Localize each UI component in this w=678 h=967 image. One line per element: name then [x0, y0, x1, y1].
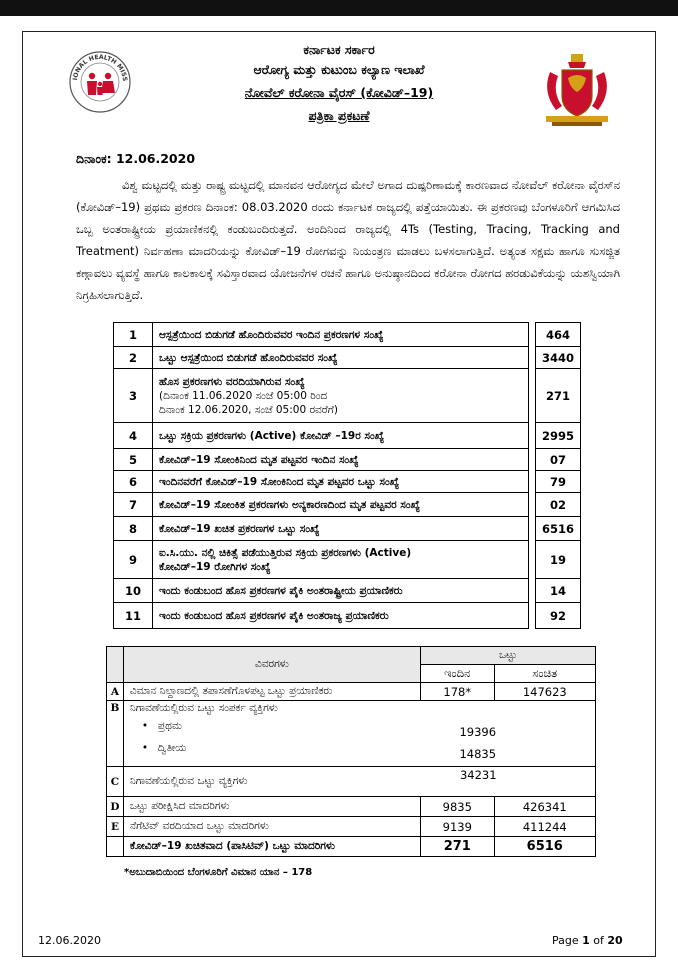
row-description: [153, 369, 529, 423]
row-description: ಇಂದು ಕಂಡುಬಂದ ಹೊಸ ಪ್ರಕರಣಗಳ ಪೈಕಿ ಅಂತರಾಷ್ಟ್ರೀಯ ಪ್ರಯಾಣಿಕರು: [153, 579, 529, 603]
table-row: [107, 701, 596, 767]
details-table: [106, 646, 596, 857]
table-row: [107, 683, 596, 701]
table-row: [107, 817, 596, 837]
row-description: ಕೋವಿಡ್–19 ಖಚಿತವಾದ (ಪಾಸಿಟಿವ್) ಒಟ್ಟು ಮಾದರಿಗಳು: [123, 837, 420, 857]
row-description: ಕೋವಿಡ್–19 ಖಚಿತ ಪ್ರಕರಣಗಳ ಒಟ್ಟು ಸಂಖ್ಯೆ: [153, 517, 529, 541]
header-row: [107, 647, 596, 665]
row-description: ನಿಗಾವಣೆಯಲ್ಲಿರುವ ಒಟ್ಟು ಸಂಪರ್ಕ ವ್ಯಕ್ತಿಗಳು: [129, 702, 278, 714]
row-description: ಇಂದಿನವರೆಗೆ ಕೋವಿಡ್–19 ಸೋಂಕಿನಿಂದ ಮೃತ ಪಟ್ಟವರ ಒಟ್ಟು ಸಂಖ್ಯೆ: [153, 471, 529, 493]
top-bar: [0, 0, 678, 16]
row-value: 6516: [536, 517, 581, 541]
row-value: 34231: [420, 767, 595, 797]
row-cumulative: 6516: [494, 837, 595, 857]
row-number: 6: [114, 471, 153, 493]
row-value: 79: [536, 471, 581, 493]
row-number: 3: [114, 369, 153, 423]
col-total-header: ಒಟ್ಟು: [420, 647, 595, 665]
primary-contacts-value: 19396: [459, 725, 497, 739]
row-number: 9: [114, 541, 153, 579]
row-description: ಕೋವಿಡ್–19 ಸೋಂಕಿನಿಂದ ಮೃತ ಪಟ್ಟವರ ಇಂದಿನ ಸಂಖ್ಯೆ: [153, 449, 529, 471]
row-number: 11: [114, 603, 153, 629]
row-description: ವಿಮಾನ ನಿಲ್ದಾಣದಲ್ಲಿ ತಪಾಸಣೆಗೊಳಪಟ್ಟ ಒಟ್ಟು ಪ್ರಯಾಣಿಕರು: [123, 683, 420, 701]
col-details-header: ವಿವರಗಳು: [123, 647, 420, 683]
table-row: [107, 767, 596, 797]
row-value: 02: [536, 493, 581, 517]
row-description: ಆಸ್ಪತ್ರೆಯಿಂದ ಬಿಡುಗಡೆ ಹೊಂದಿರುವವರ ಇಂದಿನ ಪ್ರಕರಣಗಳ ಸಂಖ್ಯೆ: [153, 323, 529, 347]
table-row: [114, 493, 581, 517]
table-row: [114, 449, 581, 471]
footnote: *ಅಬುದಾಬಿಯಿಂದ ಬೆಂಗಳೂರಿಗೆ ವಿಮಾನ ಯಾನ – 178: [124, 867, 313, 878]
row-description: ಕೋವಿಡ್–19 ಸೋಂಕಿತ ಪ್ರಕರಣಗಳು ಅನ್ಯಕಾರಣದಿಂದ ಮೃತ ಪಟ್ಟವರ ಸಂಖ್ಯೆ: [153, 493, 529, 517]
page-total: 20: [607, 934, 623, 947]
table-row: [107, 797, 596, 817]
footer-date: 12.06.2020: [38, 934, 101, 947]
row-letter: A: [107, 683, 124, 701]
summary-table: [113, 322, 581, 629]
row-value: 14: [536, 579, 581, 603]
row-description: [153, 541, 529, 579]
intro-paragraph: [76, 174, 620, 306]
nhm-logo: [68, 50, 132, 114]
row-value: 92: [536, 603, 581, 629]
row-letter: D: [107, 797, 124, 817]
header-virus-title: ನೋವೆಲ್ ಕರೋನಾ ವೈರಸ್ (ಕೋವಿಡ್–19): [244, 85, 434, 100]
row-number: 10: [114, 579, 153, 603]
row-description-sub: ದಿನಾಂಕ 12.06.2020, ಸಂಜೆ 05:00 ರವರೆಗೆ): [159, 403, 338, 416]
row-description-main: ಹೊಸ ಪ್ರಕರಣಗಳು ವರದಿಯಾಗಿರುವ ಸಂಖ್ಯೆ: [159, 375, 305, 388]
page-label: Page: [552, 934, 579, 947]
row-value: 464: [536, 323, 581, 347]
table-row: [114, 579, 581, 603]
row-letter: C: [107, 767, 124, 797]
header-department: ಆರೋಗ್ಯ ಮತ್ತು ಕುಟುಂಬ ಕಲ್ಯಾಣ ಇಲಾಖೆ: [253, 62, 425, 77]
row-cumulative: 426341: [494, 797, 595, 817]
footer-page-number: [552, 934, 623, 947]
col-today-header: ಇಂದಿನ: [420, 665, 494, 683]
row-today: 9139: [420, 817, 494, 837]
row-description: ಇಂದು ಕಂಡುಬಂದ ಹೊಸ ಪ್ರಕರಣಗಳ ಪೈಕಿ ಅಂತರಾಜ್ಯ ಪ್ರಯಾಣಿಕರು: [153, 603, 529, 629]
row-letter: B: [107, 701, 124, 767]
table-row: [114, 517, 581, 541]
row-description-sub: (ದಿನಾಂಕ 11.06.2020 ಸಂಜೆ 05:00 ರಿಂದ: [159, 389, 328, 402]
row-number: 7: [114, 493, 153, 517]
row-number: 1: [114, 323, 153, 347]
row-description-main: ಐ.ಸಿ.ಯು. ನಲ್ಲಿ ಚಿಕಿತ್ಸೆ ಪಡೆಯುತ್ತಿರುವ ಸಕ್ರಿಯ ಪ್ರಕರಣಗಳು (Active): [159, 546, 412, 559]
table-row: [107, 837, 596, 857]
secondary-contacts-value: 14835: [459, 747, 497, 761]
row-today: 9835: [420, 797, 494, 817]
header-press-release: ಪತ್ರಿಕಾ ಪ್ರಕಟಣೆ: [308, 108, 370, 123]
table-row: [114, 323, 581, 347]
row-value: 19: [536, 541, 581, 579]
col-cumulative-header: ಸಂಚಿತ: [494, 665, 595, 683]
row-today: 178*: [420, 683, 494, 701]
table-row: [114, 541, 581, 579]
row-number: 4: [114, 423, 153, 449]
table-row: [114, 471, 581, 493]
row-description-sub: ಕೋವಿಡ್–19 ರೋಗಿಗಳ ಸಂಖ್ಯೆ: [159, 560, 271, 573]
header-government: ಕರ್ನಾಟಕ ಸರ್ಕಾರ: [303, 42, 375, 57]
row-description: ನೆಗೆಟಿವ್ ವರದಿಯಾದ ಒಟ್ಟು ಮಾದರಿಗಳು: [123, 817, 420, 837]
table-row: [114, 423, 581, 449]
row-number: 5: [114, 449, 153, 471]
row-number: 2: [114, 347, 153, 369]
bullet-secondary: • ದ್ವಿತೀಯ: [130, 737, 415, 759]
page-of-label: of: [593, 934, 604, 947]
bullet-primary: • ಪ್ರಥಮ: [130, 715, 415, 737]
row-value: 271: [536, 369, 581, 423]
table-row: [114, 603, 581, 629]
family-icon: [87, 73, 115, 95]
intro-paragraph-text: ವಿಶ್ವ ಮಟ್ಟದಲ್ಲಿ ಮತ್ತು ರಾಷ್ಟ್ರ ಮಟ್ಟದಲ್ಲಿ ಮಾನವನ ಆರೋಗ್ಯದ ಮೇಲೆ ಅಗಾದ ದುಷ್ಪರಿಣಾಮಕ್ಕೆ ಕಾರಣವಾದ ನೋವೆಲ್ ಕರೋನಾ ವೈರಸ್‌ನ (ಕೋವಿಡ್–19) ಪ್ರಥಮ ಪ್ರಕರಣ ದಿನಾಂಕ: 08.03.2020 ರಂದು ಕರ್ನಾಟಕ ರಾಜ್ಯದಲ್ಲಿ ಪತ್ತೆಯಾಯಿತು. ಈ ಪ್ರಕರಣವು ಬೆಂಗಳೂರಿಗೆ ಆಗಮಿಸಿದ ಒಬ್ಬ ಅಂತರಾಷ್ಟ್ರೀಯ ಪ್ರಯಾಣಿಕನಲ್ಲಿ ಕಂಡುಬಂದಿರುತ್ತದೆ. ಅಂದಿನಿಂದ ರಾಜ್ಯದಲ್ಲಿ 4Ts (Testing, Tracing, Tracking and Treatment) ನಿರ್ವಹಣಾ ಮಾದರಿಯನ್ನು ಕೋವಿಡ್–19 ರೋಗವನ್ನು ನಿಯಂತ್ರಣ ಮಾಡಲು ಬಳಸಲಾಗುತ್ತಿದೆ. ಅತ್ಯಂತ ಸಕ್ಷಮ ಹಾಗೂ ಸುಸಜ್ಜಿತ ಕಣ್ಗಾವಲು ವ್ಯವಸ್ಥೆ ಹಾಗೂ ಕಾಲಕಾಲಕ್ಕೆ ಸವಿಸ್ತಾರವಾದ ಯೋಜನೆಗಳ ರಚನೆ ಹಾಗೂ ಅನುಷ್ಠಾನದಿಂದ ಕರೋನಾ ರೋಗದ ಹರಡುವಿಕೆಯನ್ನು ಯಶಸ್ವಿಯಾಗಿ ನಿಗ್ರಹಿಸಲಾಗುತ್ತಿದೆ.: [76, 178, 620, 302]
row-value: 07: [536, 449, 581, 471]
row-description: ಒಟ್ಟು ಆಸ್ಪತ್ರೆಯಿಂದ ಬಿಡುಗಡೆ ಹೊಂದಿರುವವರ ಸಂಖ್ಯೆ: [153, 347, 529, 369]
row-value: 2995: [536, 423, 581, 449]
row-today: 271: [420, 837, 494, 857]
row-number: 8: [114, 517, 153, 541]
svg-text:NATIONAL HEALTH MISSION: [68, 50, 128, 82]
table-row: [114, 369, 581, 423]
row-description: ಒಟ್ಟು ಸಕ್ರಿಯ ಪ್ರಕರಣಗಳು (Active) ಕೋವಿಡ್ –19ರ ಸಂಖ್ಯೆ: [153, 423, 529, 449]
row-description: ಒಟ್ಟು ಪರೀಕ್ಷಿಸಿದ ಮಾದರಿಗಳು: [123, 797, 420, 817]
row-value: 3440: [536, 347, 581, 369]
row-cumulative: 411244: [494, 817, 595, 837]
row-description: ನಿಗಾವಣೆಯಲ್ಲಿರುವ ಒಟ್ಟು ವ್ಯಕ್ತಿಗಳು: [123, 767, 420, 797]
table-row: [114, 347, 581, 369]
date-line: ದಿನಾಂಕ: 12.06.2020: [76, 151, 196, 166]
row-cumulative: 147623: [494, 683, 595, 701]
karnataka-emblem-icon: [538, 50, 616, 132]
page-current: 1: [582, 934, 590, 947]
row-letter: E: [107, 817, 124, 837]
nhm-logo-text: IONAL HEALTH MISS: [72, 53, 129, 82]
